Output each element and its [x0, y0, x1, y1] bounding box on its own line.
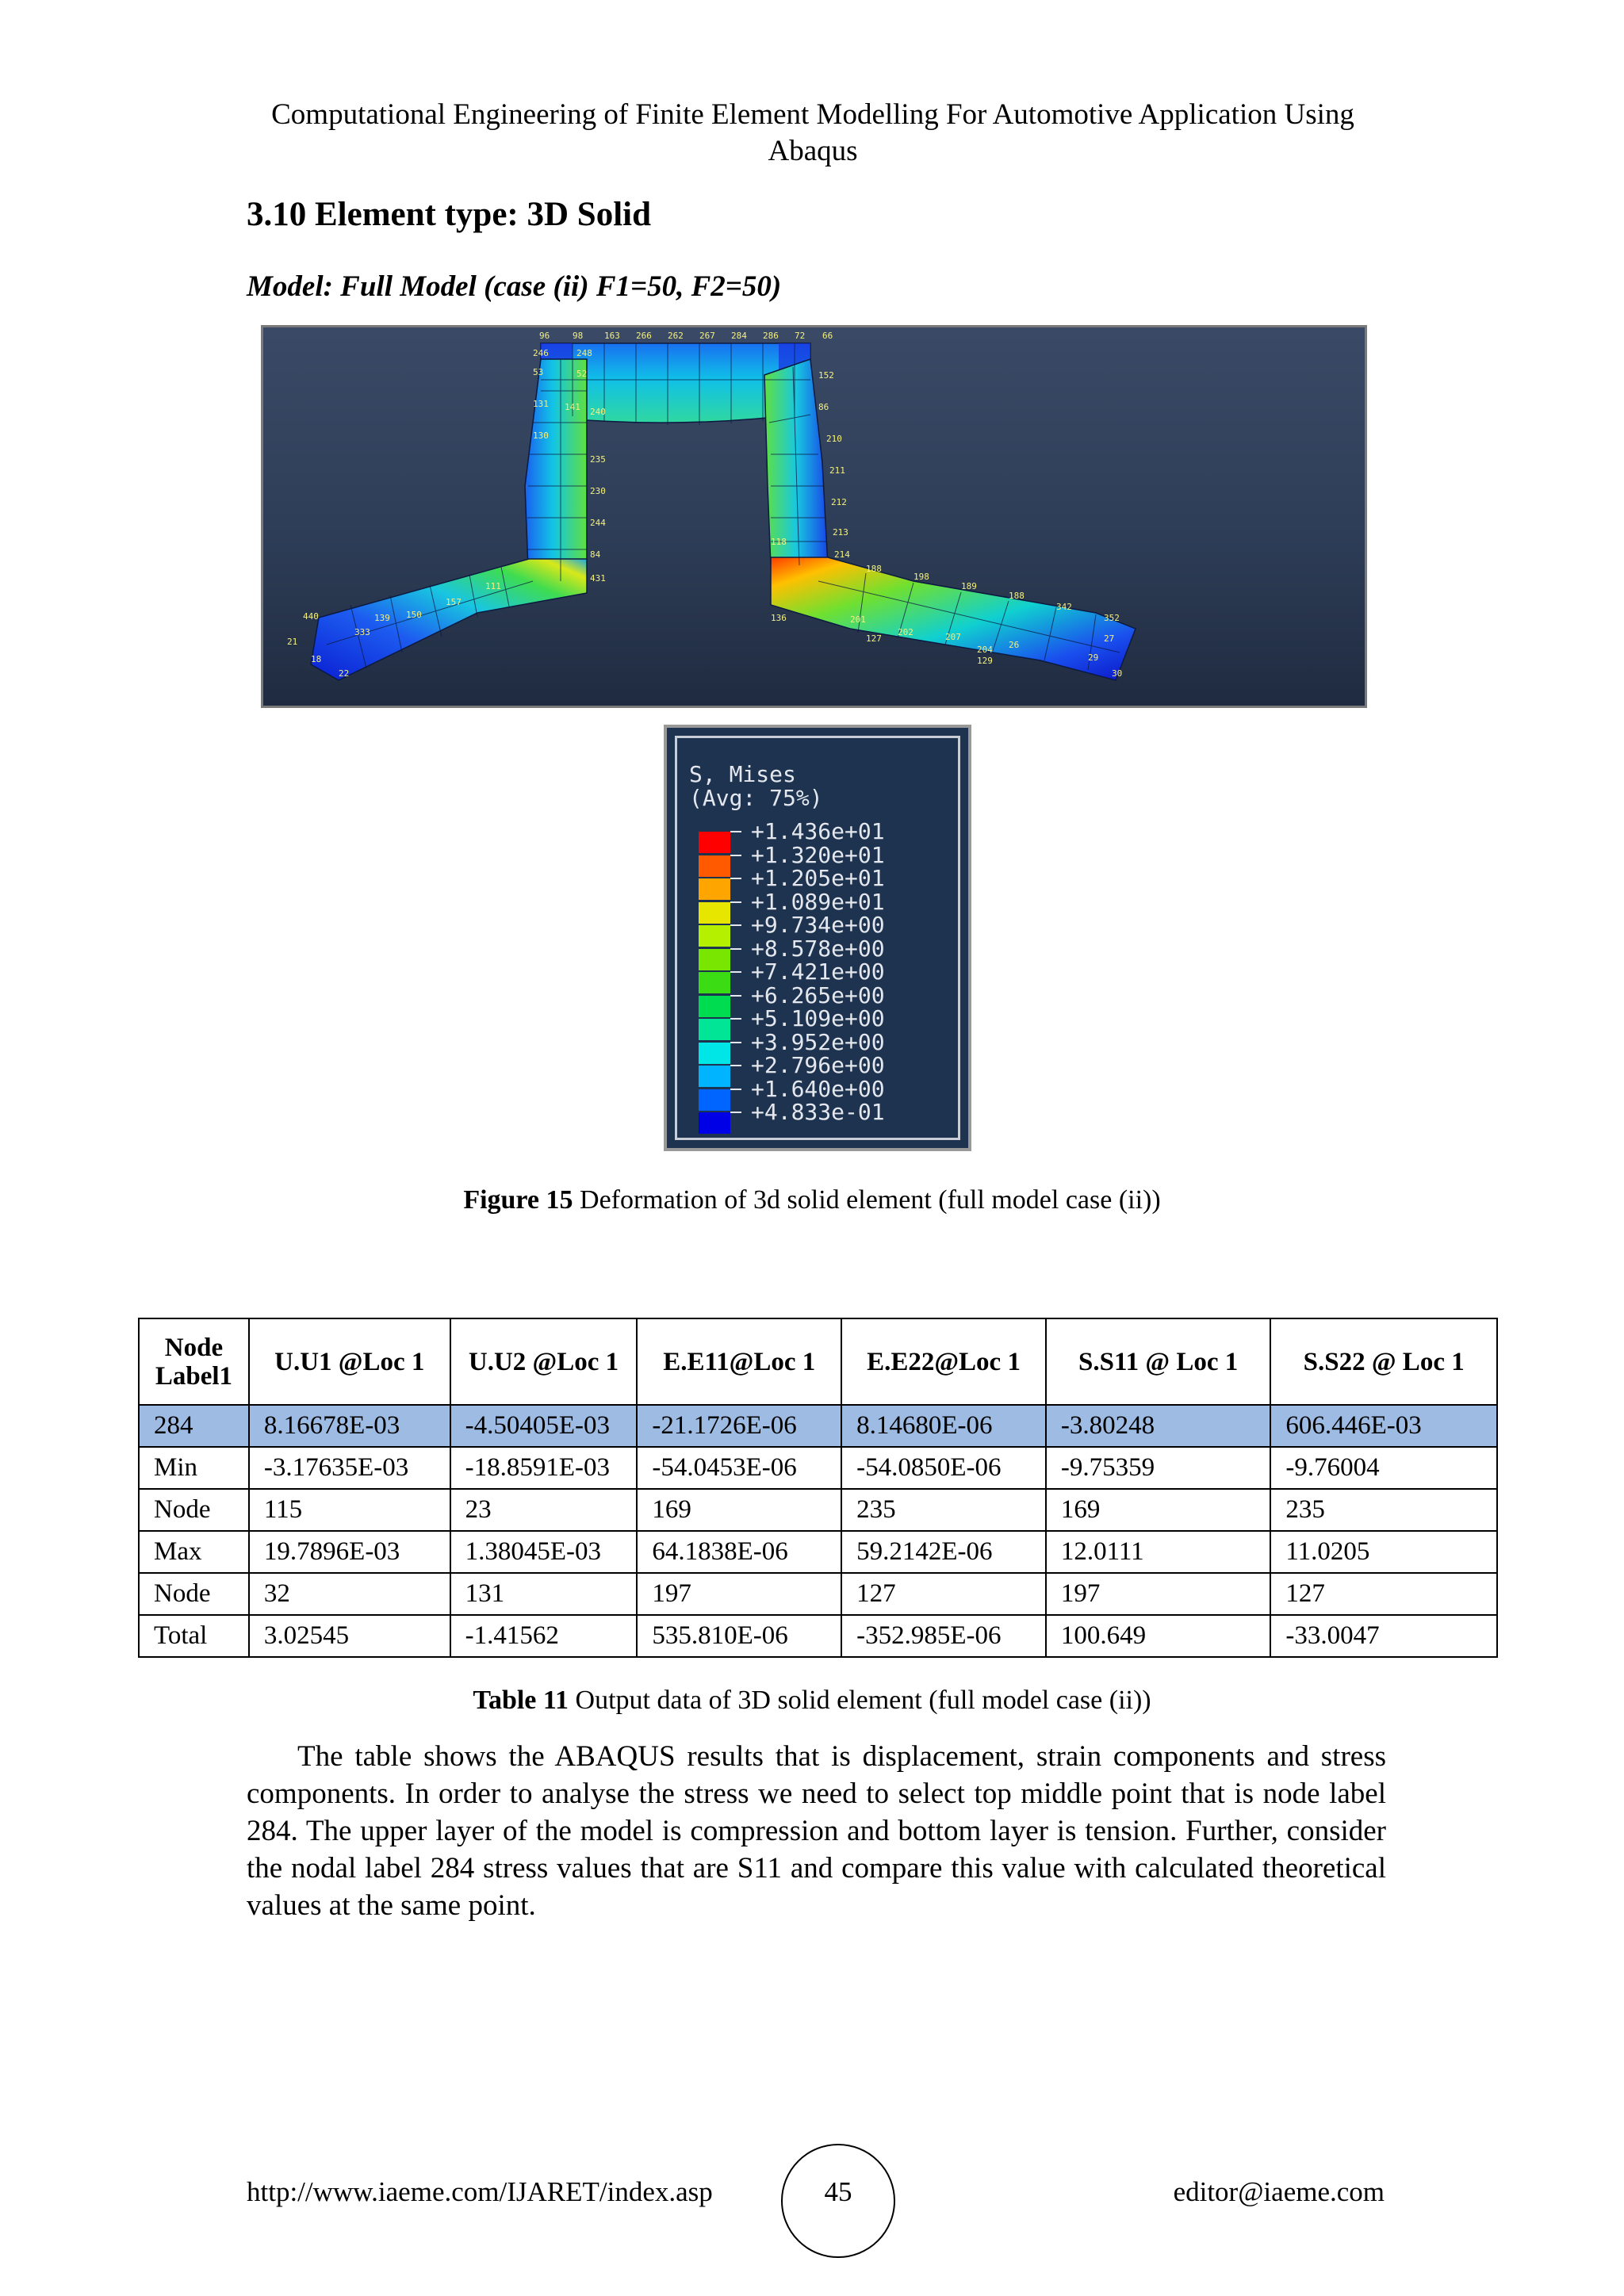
svg-text:213: 213	[833, 527, 848, 538]
legend-tick	[730, 1018, 741, 1020]
table-cell: 127	[1270, 1573, 1497, 1615]
svg-text:230: 230	[590, 486, 606, 496]
legend-tick	[730, 1042, 741, 1043]
header-line-1: Computational Engineering of Finite Element Modelling For Automotive Application Using	[271, 98, 1354, 131]
legend-value: +9.734e+00	[751, 912, 885, 938]
header-line-2: Abaqus	[768, 135, 858, 167]
table-cell: 169	[637, 1489, 841, 1531]
table-cell: 32	[249, 1573, 450, 1615]
page-number: 45	[824, 2176, 852, 2207]
table-row	[139, 1489, 1497, 1531]
table-cell: 284	[139, 1405, 249, 1447]
legend-swatch	[699, 1019, 730, 1040]
svg-text:284: 284	[731, 331, 747, 341]
svg-text:201: 201	[850, 614, 866, 625]
svg-text:440: 440	[303, 611, 319, 622]
table-cell: -3.17635E-03	[249, 1447, 450, 1489]
col-header-s11: S.S11 @ Loc 1	[1046, 1318, 1271, 1405]
table-row	[139, 1447, 1497, 1489]
legend-swatch	[699, 855, 730, 877]
table-cell: 197	[1046, 1573, 1271, 1615]
legend-tick	[730, 1065, 741, 1066]
svg-text:246: 246	[533, 348, 549, 358]
table-cell: -1.41562	[450, 1615, 638, 1657]
svg-text:27: 27	[1104, 633, 1115, 644]
table-cell: 127	[841, 1573, 1046, 1615]
svg-text:139: 139	[374, 613, 390, 623]
legend-swatch	[699, 1112, 730, 1134]
legend-swatch	[699, 832, 730, 853]
svg-text:127: 127	[866, 633, 882, 644]
legend-tick	[730, 901, 741, 903]
table-caption-text: Output data of 3D solid element (full model case (ii))	[569, 1686, 1151, 1715]
svg-text:214: 214	[834, 549, 850, 560]
table-cell: 100.649	[1046, 1615, 1271, 1657]
footer-url-link[interactable]: http://www.iaeme.com/IJARET/index.asp	[247, 2176, 713, 2207]
table-cell: 8.14680E-06	[841, 1405, 1046, 1447]
col-header-e11: E.E11@Loc 1	[637, 1318, 841, 1405]
svg-text:98: 98	[573, 331, 584, 341]
svg-text:118: 118	[771, 537, 787, 547]
svg-text:72: 72	[795, 331, 806, 341]
svg-text:333: 333	[354, 627, 370, 637]
table-cell: -18.8591E-03	[450, 1447, 638, 1489]
legend-title: S, Mises	[689, 761, 796, 787]
legend-tick	[730, 948, 741, 950]
figure-caption-label: Figure 15	[463, 1185, 573, 1215]
legend-value: +1.320e+01	[751, 841, 885, 868]
table-row	[139, 1405, 1497, 1447]
legend-tick	[730, 1112, 741, 1113]
table-cell: 12.0111	[1046, 1531, 1271, 1573]
table-cell: -9.76004	[1270, 1447, 1497, 1489]
legend-value: +3.952e+00	[751, 1028, 885, 1055]
legend-value: +5.109e+00	[751, 1005, 885, 1031]
svg-text:204: 204	[977, 645, 993, 655]
svg-text:29: 29	[1088, 652, 1099, 663]
col-header-e22: E.E22@Loc 1	[841, 1318, 1046, 1405]
svg-text:86: 86	[818, 402, 829, 412]
table-cell: Total	[139, 1615, 249, 1657]
svg-text:189: 189	[961, 581, 977, 591]
svg-text:188: 188	[1009, 591, 1025, 601]
svg-text:198: 198	[914, 572, 929, 582]
legend-tick	[730, 924, 741, 926]
table-row	[139, 1573, 1497, 1615]
table-cell: 64.1838E-06	[637, 1531, 841, 1573]
table-cell: -54.0850E-06	[841, 1447, 1046, 1489]
svg-text:141: 141	[565, 402, 580, 412]
table-cell: -3.80248	[1046, 1405, 1271, 1447]
table-cell: -9.75359	[1046, 1447, 1271, 1489]
svg-text:240: 240	[590, 407, 606, 417]
svg-text:18: 18	[311, 654, 322, 664]
svg-text:96: 96	[539, 331, 550, 341]
svg-text:84: 84	[590, 549, 601, 560]
legend-value: +7.421e+00	[751, 959, 885, 985]
legend-tick	[730, 831, 741, 832]
svg-text:22: 22	[339, 668, 350, 679]
svg-text:262: 262	[668, 331, 684, 341]
legend-value: +4.833e-01	[751, 1099, 885, 1125]
svg-text:26: 26	[1009, 640, 1020, 650]
running-header	[238, 97, 1388, 170]
legend-swatch	[699, 1089, 730, 1111]
legend-value: +1.436e+01	[751, 818, 885, 844]
col-header-u2: U.U2 @Loc 1	[450, 1318, 638, 1405]
table-cell: 8.16678E-03	[249, 1405, 450, 1447]
table-cell: -33.0047	[1270, 1615, 1497, 1657]
svg-text:157: 157	[446, 597, 462, 607]
deformed-mesh-image	[263, 327, 1365, 706]
svg-text:266: 266	[636, 331, 652, 341]
svg-text:150: 150	[406, 610, 422, 620]
svg-text:202: 202	[898, 627, 914, 637]
table-cell: 23	[450, 1489, 638, 1531]
legend-value: +1.205e+01	[751, 865, 885, 891]
svg-text:152: 152	[818, 370, 834, 381]
table-cell: Node	[139, 1489, 249, 1531]
legend-value: +2.796e+00	[751, 1052, 885, 1078]
legend-swatch	[699, 996, 730, 1017]
col-header-node-label: Node Label1	[139, 1318, 249, 1405]
svg-text:130: 130	[533, 430, 549, 441]
output-data-table	[138, 1318, 1498, 1658]
svg-text:235: 235	[590, 454, 606, 465]
col-header-u1: U.U1 @Loc 1	[249, 1318, 450, 1405]
table-cell: 3.02545	[249, 1615, 450, 1657]
table-cell: 535.810E-06	[637, 1615, 841, 1657]
table-cell: 197	[637, 1573, 841, 1615]
table-row	[139, 1615, 1497, 1657]
figure-caption	[0, 1185, 1624, 1215]
svg-text:212: 212	[831, 497, 847, 507]
legend-swatch	[699, 902, 730, 924]
svg-text:129: 129	[977, 656, 993, 666]
svg-text:211: 211	[829, 465, 845, 476]
color-legend	[664, 725, 971, 1151]
legend-value: +1.640e+00	[751, 1075, 885, 1102]
svg-text:131: 131	[533, 399, 549, 409]
svg-text:53: 53	[533, 367, 544, 377]
table-cell: -4.50405E-03	[450, 1405, 638, 1447]
table-cell: 11.0205	[1270, 1531, 1497, 1573]
legend-tick	[730, 971, 741, 973]
legend-swatch	[699, 949, 730, 970]
svg-text:66: 66	[822, 331, 833, 341]
svg-text:431: 431	[590, 573, 606, 584]
table-caption-label: Table 11	[473, 1686, 569, 1715]
table-cell: 1.38045E-03	[450, 1531, 638, 1573]
legend-value: +6.265e+00	[751, 982, 885, 1008]
table-cell: Min	[139, 1447, 249, 1489]
legend-tick	[730, 855, 741, 856]
svg-text:111: 111	[485, 581, 501, 591]
fe-contour-plot	[261, 325, 1367, 708]
svg-text:244: 244	[590, 518, 606, 528]
svg-text:248: 248	[576, 348, 592, 358]
footer-email-link[interactable]: editor@iaeme.com	[1173, 2176, 1385, 2207]
table-cell: Max	[139, 1531, 249, 1573]
svg-text:352: 352	[1104, 613, 1120, 623]
svg-text:163: 163	[604, 331, 620, 341]
table-cell: 606.446E-03	[1270, 1405, 1497, 1447]
col-header-s22: S.S22 @ Loc 1	[1270, 1318, 1497, 1405]
svg-text:286: 286	[763, 331, 779, 341]
table-header-row	[139, 1318, 1497, 1405]
legend-swatch	[699, 925, 730, 947]
table-cell: 19.7896E-03	[249, 1531, 450, 1573]
svg-text:30: 30	[1112, 668, 1123, 679]
figure-caption-text: Deformation of 3d solid element (full model case (ii))	[573, 1185, 1161, 1215]
table-cell: 115	[249, 1489, 450, 1531]
legend-swatch	[699, 972, 730, 993]
svg-text:207: 207	[945, 632, 961, 642]
table-cell: 131	[450, 1573, 638, 1615]
legend-swatch	[699, 1043, 730, 1064]
legend-tick	[730, 1089, 741, 1090]
legend-swatch	[699, 1066, 730, 1087]
table-cell: 169	[1046, 1489, 1271, 1531]
legend-swatch	[699, 878, 730, 900]
legend-tick	[730, 995, 741, 997]
legend-value: +1.089e+01	[751, 888, 885, 915]
model-title: Model: Full Model (case (ii) F1=50, F2=50)	[247, 270, 782, 303]
table-cell: 235	[841, 1489, 1046, 1531]
svg-text:21: 21	[287, 637, 298, 647]
svg-text:267: 267	[699, 331, 715, 341]
table-cell: Node	[139, 1573, 249, 1615]
svg-text:136: 136	[771, 613, 787, 623]
table-cell: -352.985E-06	[841, 1615, 1046, 1657]
table-cell: 235	[1270, 1489, 1497, 1531]
svg-text:52: 52	[576, 369, 588, 379]
body-paragraph: The table shows the ABAQUS results that is displacement, strain components and stress components. In order to analyse the stress we need to select top middle point that is node label 284. The upper layer of the model is compression and bottom layer is tension. Further, consider the nodal label 284 stress values that are S11 and compare this value with calculated theoretical values at the same point.	[247, 1740, 1386, 1922]
section-title: 3.10 Element type: 3D Solid	[247, 196, 652, 233]
legend-subtitle: (Avg: 75%)	[689, 785, 823, 811]
table-caption	[0, 1686, 1624, 1716]
table-cell: -21.1726E-06	[637, 1405, 841, 1447]
svg-text:342: 342	[1056, 602, 1072, 612]
table-cell: 59.2142E-06	[841, 1531, 1046, 1573]
legend-tick	[730, 878, 741, 879]
table-row	[139, 1531, 1497, 1573]
svg-text:210: 210	[826, 434, 842, 444]
legend-value: +8.578e+00	[751, 935, 885, 962]
svg-text:188: 188	[866, 564, 882, 574]
table-cell: -54.0453E-06	[637, 1447, 841, 1489]
